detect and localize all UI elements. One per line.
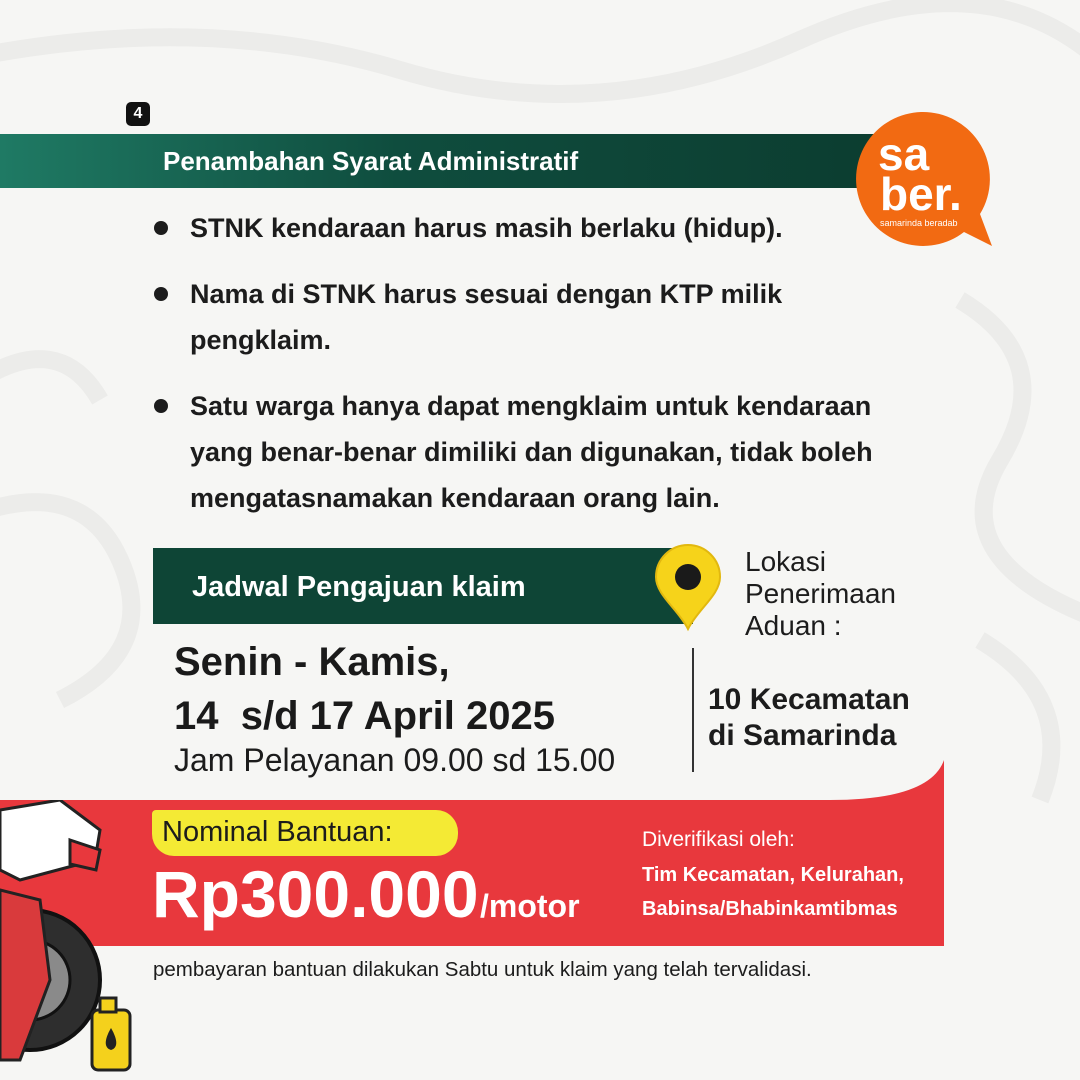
payment-footnote: pembayaran bantuan dilakukan Sabtu untuk klaim yang telah tervalidasi. — [153, 958, 812, 981]
location-label-line: Lokasi — [745, 546, 826, 577]
requirement-line: Nama di STNK harus sesuai dengan KTP milik — [190, 279, 783, 309]
aid-amount: Rp300.000 — [152, 857, 479, 931]
verifier-line: Babinsa/Bhabinkamtibmas — [642, 898, 898, 920]
motorcycle-illustration — [0, 800, 140, 1080]
logo-tagline: samarinda beradab — [880, 218, 958, 228]
location-value-line: 10 Kecamatan — [708, 683, 910, 716]
schedule-title: Jadwal Pengajuan klaim — [192, 571, 526, 603]
requirement-line: yang benar-benar dimiliki dan digunakan, tidak boleh — [190, 437, 873, 467]
location-label — [745, 546, 945, 642]
requirement-line: pengklaim. — [190, 325, 332, 355]
requirements-list — [150, 205, 950, 541]
requirement-line: mengatasnamakan kendaraan orang lain. — [190, 483, 720, 513]
page-number-badge: 4 — [126, 102, 150, 126]
verified-by-label: Diverifikasi oleh: — [642, 828, 795, 851]
requirement-item — [150, 383, 950, 521]
verifier-line: Tim Kecamatan, Kelurahan, — [642, 864, 904, 886]
requirement-item — [150, 205, 950, 251]
location-pin-icon — [648, 543, 728, 633]
nominal-label: Nominal Bantuan: — [162, 816, 393, 848]
logo-line-1: sa — [878, 128, 930, 180]
service-hours: Jam Pelayanan 09.00 sd 15.00 — [174, 742, 616, 778]
section-title: Penambahan Syarat Administratif — [163, 146, 579, 176]
vertical-divider — [692, 648, 694, 772]
bullet-icon — [154, 399, 168, 413]
logo-line-2: ber. — [880, 168, 962, 220]
bullet-icon — [154, 287, 168, 301]
schedule-days: Senin - Kamis, — [174, 640, 450, 684]
schedule-dates: 14 s/d 17 April 2025 — [174, 694, 555, 738]
location-label-line: Aduan : — [745, 610, 842, 641]
aid-unit: /motor — [480, 888, 580, 924]
requirement-item — [150, 271, 950, 363]
location-value-line: di Samarinda — [708, 719, 897, 752]
requirement-line: Satu warga hanya dapat mengklaim untuk kendaraan — [190, 391, 872, 421]
bullet-icon — [154, 221, 168, 235]
requirement-line: STNK kendaraan harus masih berlaku (hidup). — [190, 213, 783, 243]
location-label-line: Penerimaan — [745, 578, 896, 609]
verified-by-value — [642, 858, 942, 926]
location-value — [708, 682, 948, 754]
